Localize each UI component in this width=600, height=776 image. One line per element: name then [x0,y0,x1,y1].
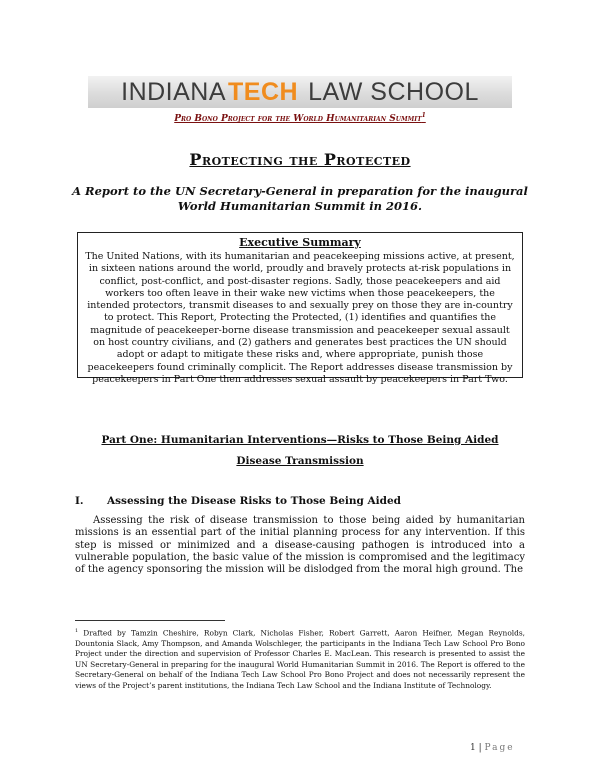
footnote-reference: 1 [421,112,426,119]
logo-text-indiana: INDIANA [121,77,227,106]
part-one-heading: Part One: Humanitarian Interventions—Risks to Those Being Aided [101,434,499,446]
disease-transmission-heading: Disease Transmission [236,455,364,467]
document-subtitle: A Report to the UN Secretary-General in preparation for the inaugural World Humanitarian Summit in 2016. [72,184,528,213]
footnote-divider [75,620,225,621]
section-title: Assessing the Disease Risks to Those Being Aided [107,495,401,507]
section-heading [75,495,401,507]
project-line [0,112,600,124]
footnote-text: Drafted by Tamzin Cheshire, Robyn Clark, Nicholas Fisher, Robert Garrett, Aaron Heifner, Megan Reynolds, Dountonia Slack, Amy Thompson, and Amanda Wolschleger, the participants in the Indiana Tech Law School Pro Bono Project under the direction and supervision of Professor Charles E. MacLean. This research is presented to assist the UN Secretary-General in preparing for the inaugural World Humanitarian Summit in 2016. The Report is offered to the Secretary-General on behalf of the Indiana Tech Law School Pro Bono Project and does not necessarily represent the views of the Project’s parent institutions, the Indiana Tech Law School and the Indiana Institute of Technology. [75,628,525,690]
footnote [75,626,525,691]
page-number-label: Page [484,743,515,753]
body-paragraph: Assessing the risk of disease transmission to those being aided by humanitarian missions is an essential part of the initial planning process for any intervention. If this step is missed or minimized and a disease-causing pathogen is introduced into a vulnerable population, the basic value of the mission is compromised and the legitimacy of the agency sponsoring the mission will be dislodged from the moral high ground. The [75,515,525,576]
page-number-value: 1 [470,743,476,753]
law-school-logo [88,76,512,108]
logo-text-tech: TECH [228,77,299,106]
footnote-marker: 1 [75,628,79,634]
page-number [470,743,515,753]
section-number: I. [75,495,84,507]
executive-summary-heading: Executive Summary [239,236,361,249]
executive-summary-text: The United Nations, with its humanitarian and peacekeeping missions active, at present, in sixteen nations around the world, proudly and bravely protects at-risk populations in conflict, post-conflict, and post-disaster regions. Sadly, those peacekeepers and aid workers too often leave in their wake new victims when those peacekeepers, the intended protectors, transmit diseases to and sexually prey on those they are in-country to protect. This Report, Protecting the Protected, (1) identifies and quantifies the magnitude of peacekeeper-borne disease transmission and peacekeeper sexual assault on host country civilians, and (2) gathers and generates best practices the UN should adopt or adapt to mitigate these risks and, where appropriate, punish those peacekeepers found criminally complicit. The Report addresses disease transmission by peacekeepers in Part One then addresses sexual assault by peacekeepers in Part Two. [85,251,515,385]
project-line-text: Pro Bono Project for the World Humanitarian Summit [174,114,422,124]
document-title: Protecting the Protected [189,150,411,169]
executive-summary-box [77,232,523,385]
logo-text-law-school: LAW SCHOOL [308,77,479,106]
page-number-separator: | [478,743,482,753]
